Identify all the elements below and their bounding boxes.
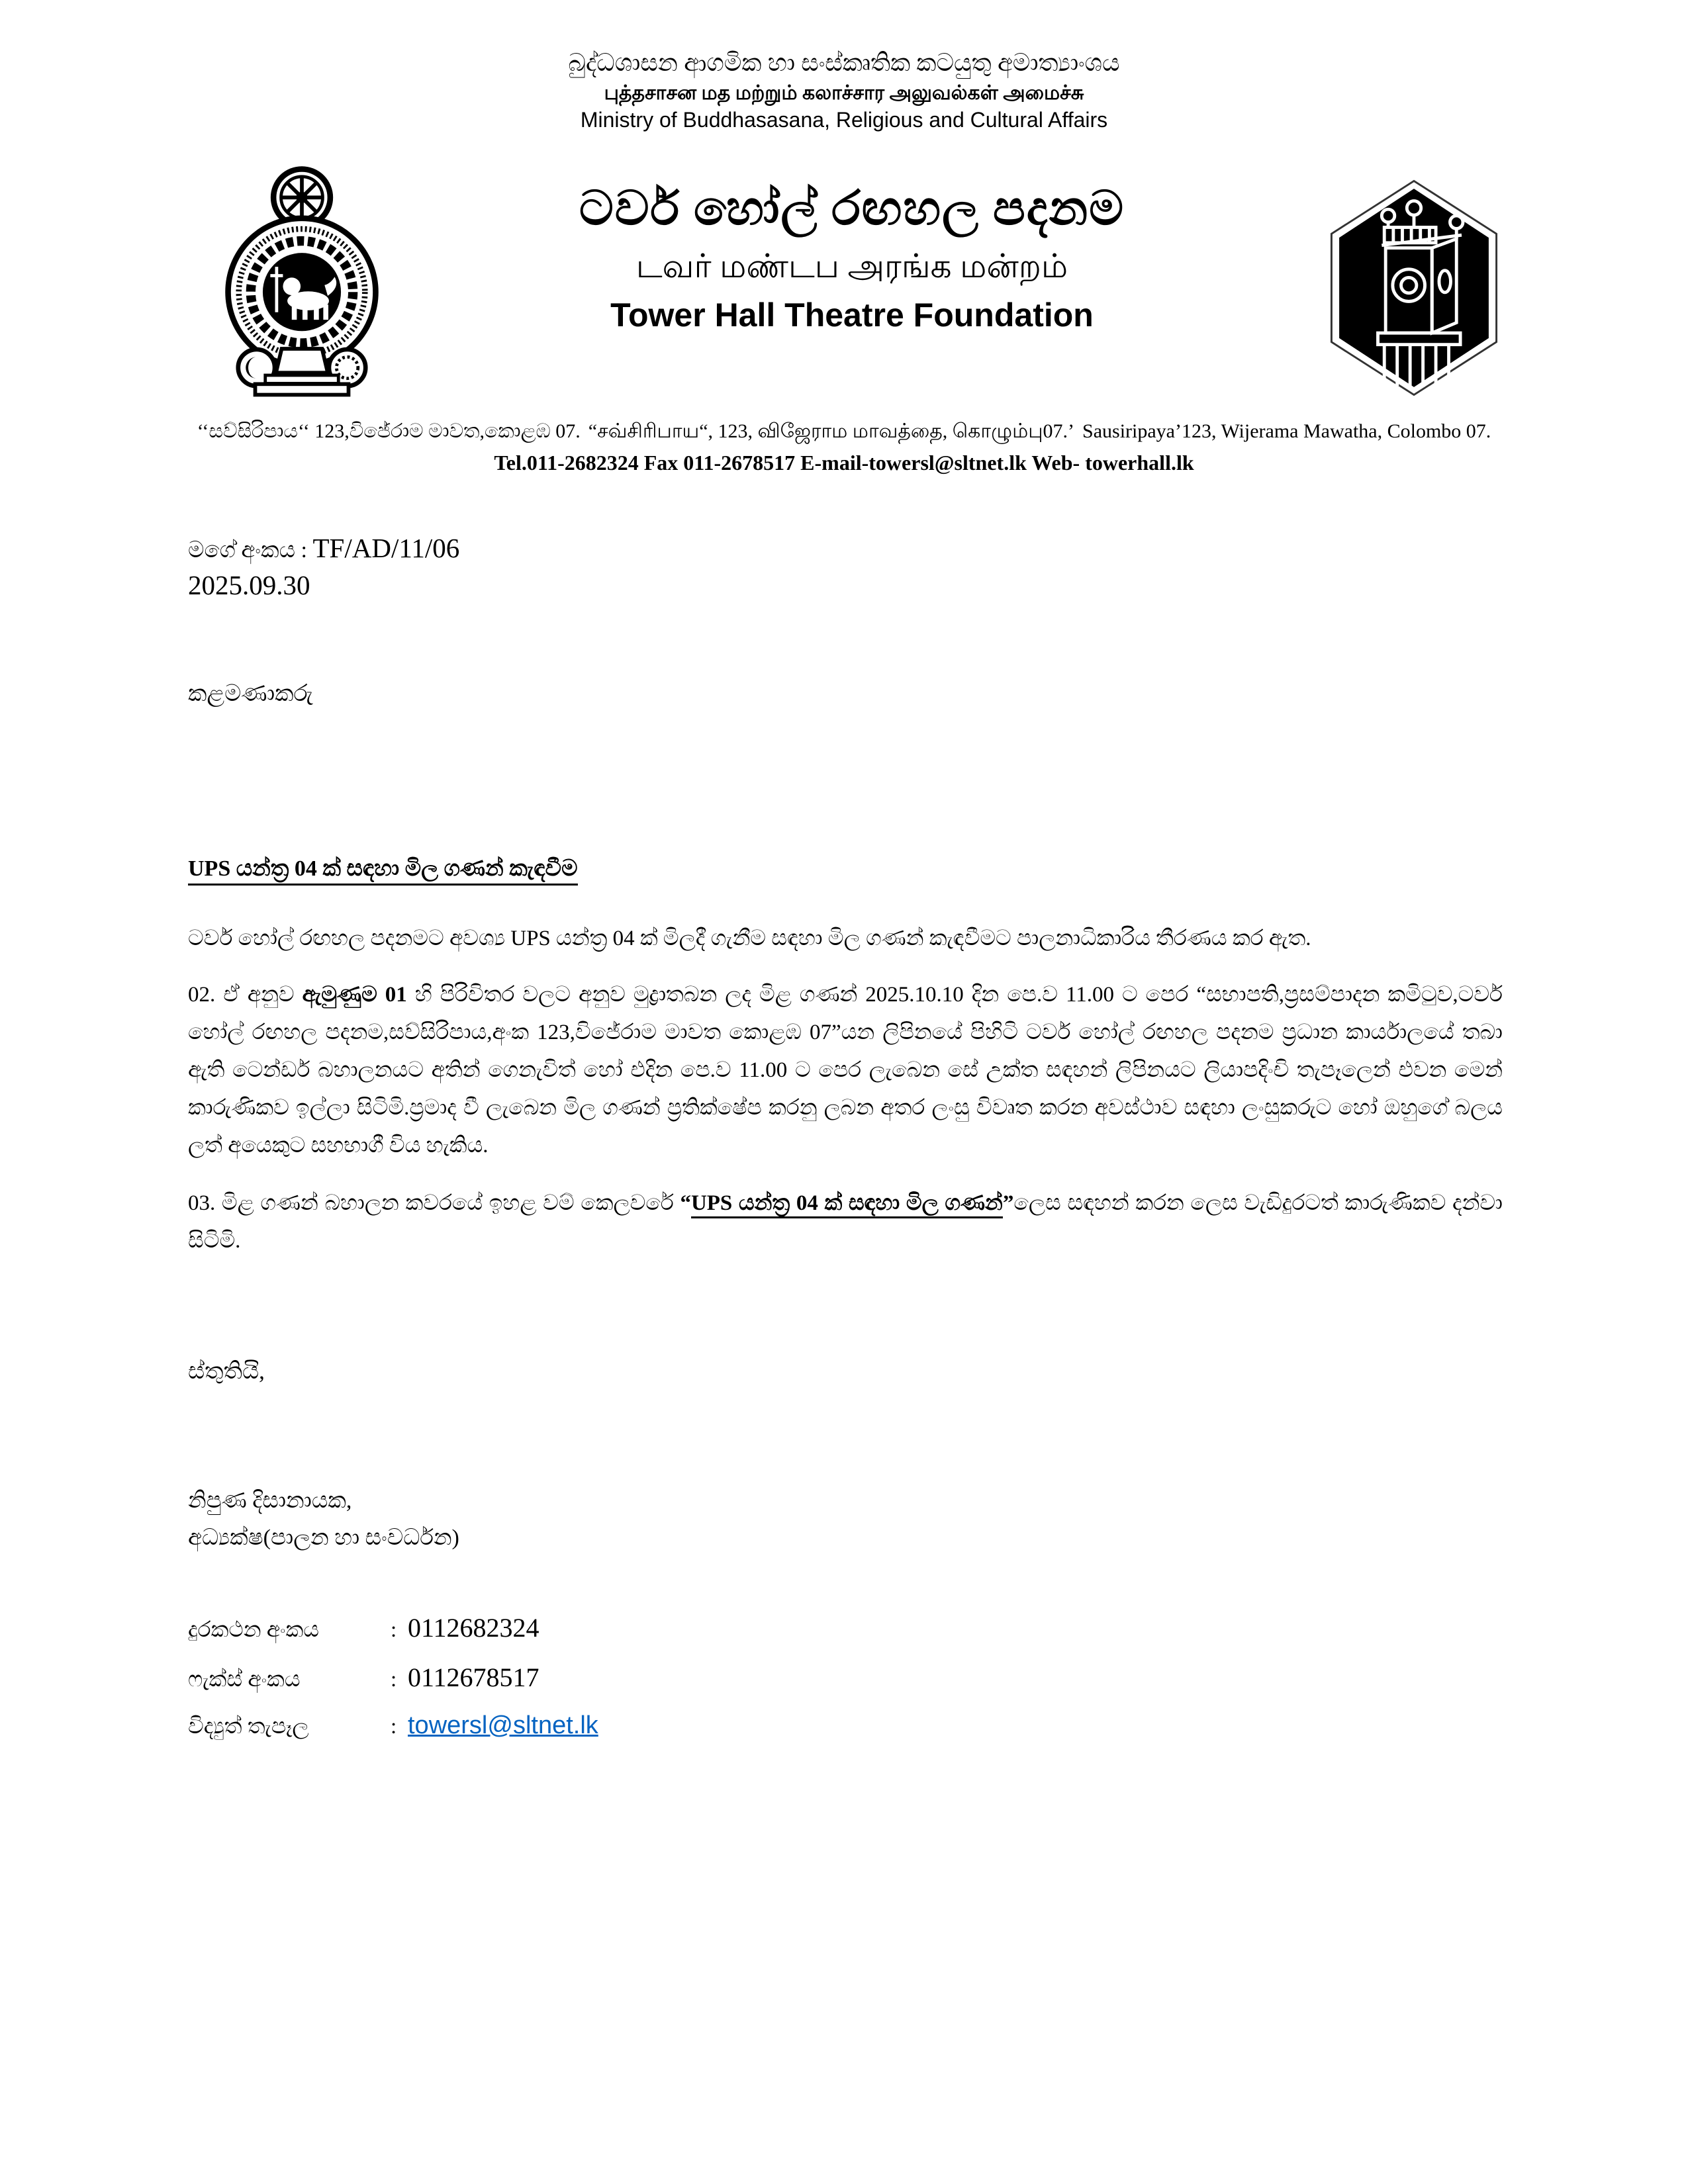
- foundation-name-english: Tower Hall Theatre Foundation: [610, 296, 1094, 334]
- ministry-name-sinhala: බුද්ධශාසන ආගමික හා සංස්කෘතික කටයුතු අමාත්‍යාංශය: [568, 50, 1120, 77]
- paragraph-02-prefix: 02. ඒ අනුව: [188, 982, 303, 1007]
- sri-lanka-emblem-icon: [217, 162, 387, 402]
- ministry-name-tamil: புத்தசாசன மத மற்றும் கலாச்சார அலுவல்கள் அமைச்சு: [604, 81, 1084, 104]
- signer-title: අධ්‍යක්ෂ(පාලන හා සංවර්ධන): [188, 1525, 459, 1550]
- ministry-name-english: Ministry of Buddhasasana, Religious and Cultural Affairs: [580, 108, 1108, 132]
- paragraph-02-rest: හි පිරිවිතර වලට අනුව මුද්‍රාතබන ලද මිළ ගණන් 2025.10.10 දින පෙ.ව 11.00 ට පෙර “සභාපති,ප්‍රසම්පාදන කමිටුව,ටවර් හෝල් රඟහල පදනම,සව්සිරිපාය,අංක 123,විජේරාම මාවත කොළඹ 07”යන ලිපිනයේ පිහිටි ටවර් හෝල් රඟහල පදනම ප්‍රධාන කාර්යාලයේ තබා ඇති ටෙන්ඩර් බහාලනයට අතින් ගෙනැවිත් හෝ එදින පෙ.ව 11.00 ට පෙර ලැබෙන සේ උක්ත සඳහන් ලිපිනයට ලියාපදිංචි තැපෑලෙන් එවන මෙන් කාරුණිකව ඉල්ලා සිටිමි.ප්‍රමාද වී ලැබෙන මිල ගණන් ප්‍රතික්ෂේප කරනු ලබන අතර ලංසු විවෘත කරන අවස්ථාව සඳහා ලංසුකරුට හෝ ඔහුගේ බලය ලත් අයෙකුට සහභාගී විය හැකිය.: [188, 982, 1503, 1158]
- address-english: Sausiripaya’123, Wijerama Mawatha, Colombo 07.: [1082, 420, 1491, 442]
- masthead: [0, 134, 1688, 403]
- paragraph-03-rest: ලෙස සඳහන් කරන ලෙස වැඩිදුරටත් කාරුණිකව දන්වා සිටිමි.: [188, 1191, 1503, 1253]
- foundation-name-tamil: டவர் மண்டப அரங்க மன்றம்: [635, 247, 1068, 285]
- letter-content: [0, 532, 1688, 1740]
- phone-number: 0112682324: [408, 1612, 539, 1643]
- email-colon: :: [391, 1714, 397, 1739]
- signature-block: [188, 1482, 1503, 1557]
- phone-label: දුරකථන අංකය: [188, 1617, 319, 1642]
- email-link[interactable]: towersl@sltnet.lk: [408, 1711, 598, 1739]
- foundation-titles: [387, 162, 1317, 332]
- address-tamil: “சவ்சிரிபாய“, 123, விஜேராம மாவத்தை, கொழும்பு07.’: [588, 420, 1075, 442]
- reference-label: මගේ අංකය :: [188, 537, 313, 563]
- reference-number: TF/AD/11/06: [312, 532, 460, 563]
- quote-open: “: [680, 1191, 691, 1215]
- tel-fax-email-line: Tel.011-2682324 Fax 011-2678517 E-mail-towersl@sltnet.lk Web- towerhall.lk: [494, 450, 1194, 475]
- address-sinhala: ‘‘සව්සිරිපාය‘‘ 123,විජේරාම මාවත,කොළඹ 07.: [197, 420, 581, 442]
- letter-date: 2025.09.30: [188, 569, 310, 600]
- subject-line: UPS යන්ත්‍ර 04 ක් සඳහා මිල ගණන් කැඳවීම: [188, 856, 578, 886]
- fax-label: ෆැක්ස් අංකය: [188, 1667, 301, 1692]
- phone-row: [188, 1612, 1503, 1643]
- tower-hall-logo-icon: [1317, 173, 1511, 403]
- attachment-reference: ඇමුණුම 01: [302, 982, 407, 1007]
- paragraph-01: ටවර් හෝල් රඟහල පදනමට අවශ්‍ය UPS යන්ත්‍ර 04 ක් මිලදී ගැනීම සඳහා මිල ගණන් කැඳවීමට පාලනාධිකාරිය තීරණය කර ඇත.: [188, 926, 1311, 950]
- paragraph-03-prefix: 03. මිළ ගණන් බහාලන කවරයේ ඉහළ වම් කෙලවරේ: [188, 1191, 680, 1215]
- address-line: [0, 420, 1688, 445]
- fax-row: [188, 1662, 1503, 1693]
- reference-line: [188, 532, 1503, 601]
- email-row: [188, 1711, 1503, 1740]
- salutation: කළමණාකරු: [188, 680, 313, 706]
- closing-thanks: ස්තුතියි,: [188, 1357, 265, 1384]
- ministry-header: [0, 0, 1688, 134]
- fax-colon: :: [391, 1667, 397, 1692]
- signer-name: නිපුණ දිසානායක,: [188, 1488, 352, 1513]
- phone-colon: :: [391, 1617, 397, 1642]
- envelope-subject-text: UPS යන්ත්‍ර 04 ක් සඳහා මිල ගණන්: [691, 1191, 1003, 1218]
- contact-details: [188, 1612, 1503, 1740]
- paragraph-03: [188, 1185, 1503, 1260]
- fax-number: 0112678517: [408, 1662, 539, 1692]
- quote-close: ”: [1002, 1191, 1014, 1215]
- paragraph-02: [188, 976, 1503, 1165]
- email-label: විද්‍යුත් තැපෑල: [188, 1714, 309, 1739]
- foundation-name-sinhala: ටවර් හෝල් රඟහල පදනම: [579, 181, 1125, 235]
